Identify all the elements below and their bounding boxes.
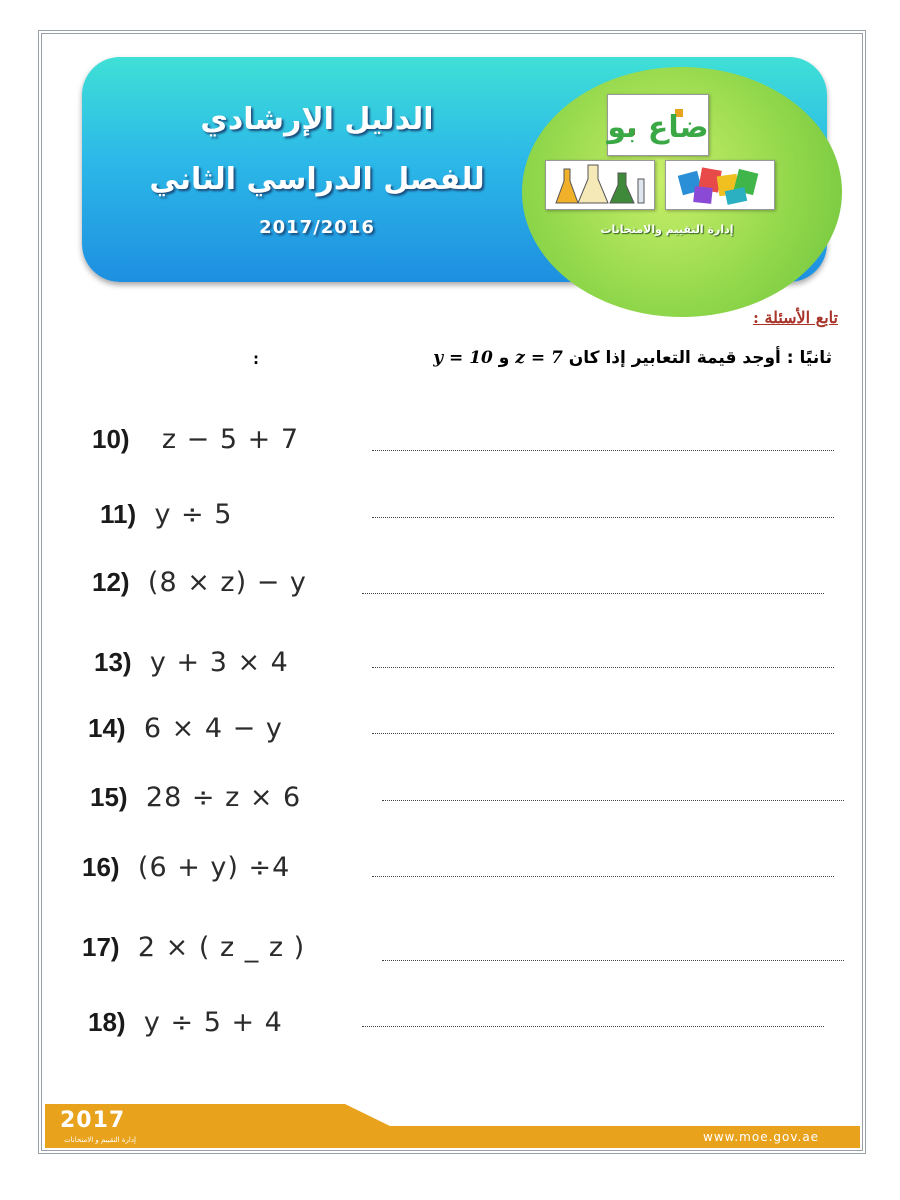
question-10	[92, 422, 299, 456]
chemistry-image	[545, 160, 655, 210]
answer-line[interactable]	[372, 517, 834, 518]
question-11	[100, 497, 232, 531]
question-18	[88, 1005, 283, 1039]
colon-mark: :	[253, 350, 259, 368]
footer-department: إدارة التقييم و الامتحانات	[64, 1136, 136, 1144]
question-expression: (6 + y) ÷4	[137, 852, 291, 883]
flask-icon	[546, 161, 654, 209]
question-expression: 2 × ( z _ z )	[137, 932, 306, 963]
z-value: z = 7	[515, 348, 563, 368]
question-15	[90, 780, 301, 814]
academic-year: 2017/2016	[259, 217, 375, 238]
question-expression: y + 3 × 4	[149, 647, 289, 678]
question-expression: y ÷ 5 + 4	[143, 1007, 283, 1038]
answer-line[interactable]	[382, 960, 844, 961]
question-number: 17)	[82, 932, 120, 962]
question-13	[94, 645, 289, 679]
question-expression: 6 × 4 − y	[143, 713, 283, 744]
question-number: 12)	[92, 567, 130, 597]
and-word: و	[498, 348, 510, 368]
question-number: 16)	[82, 852, 120, 882]
math-image	[665, 160, 775, 210]
brand-logo-icon	[607, 99, 709, 151]
question-number: 18)	[88, 1007, 126, 1037]
answer-line[interactable]	[372, 450, 834, 451]
answer-line[interactable]	[372, 733, 834, 734]
question-number: 14)	[88, 713, 126, 743]
footer-website[interactable]: www.moe.gov.ae	[703, 1130, 820, 1144]
question-expression: z − 5 + 7	[161, 424, 300, 455]
header-banner	[82, 57, 827, 282]
answer-line[interactable]	[362, 1026, 824, 1027]
question-12	[92, 565, 307, 599]
question-17	[82, 930, 305, 964]
question-number: 10)	[92, 424, 130, 454]
guide-title: الدليل الإرشادي	[200, 102, 434, 137]
instruction-text: ثانيًا : أوجد قيمة التعابير إذا كان	[568, 348, 832, 368]
brand-logo-text: ضاع بو	[607, 110, 709, 145]
question-number: 11)	[100, 499, 137, 529]
semester-title: للفصل الدراسي الثاني	[149, 162, 485, 197]
numbers-icon	[666, 161, 774, 209]
department-label: إدارة التقييم والامتحانات	[600, 223, 734, 236]
footer-year: 2017	[60, 1108, 126, 1133]
question-14	[88, 711, 283, 745]
question-16	[82, 850, 290, 884]
section-heading: تابع الأسئلة :	[752, 308, 838, 327]
answer-line[interactable]	[382, 800, 844, 801]
question-expression: (8 × z) − y	[147, 567, 307, 598]
y-value: y = 10	[433, 348, 493, 368]
question-number: 15)	[90, 782, 128, 812]
question-expression: y ÷ 5	[154, 499, 233, 530]
brand-logo	[607, 94, 709, 156]
answer-line[interactable]	[362, 593, 824, 594]
question-expression: 28 ÷ z × 6	[145, 782, 302, 813]
answer-line[interactable]	[372, 876, 834, 877]
instruction-line	[433, 348, 832, 368]
question-number: 13)	[94, 647, 132, 677]
answer-line[interactable]	[372, 667, 834, 668]
